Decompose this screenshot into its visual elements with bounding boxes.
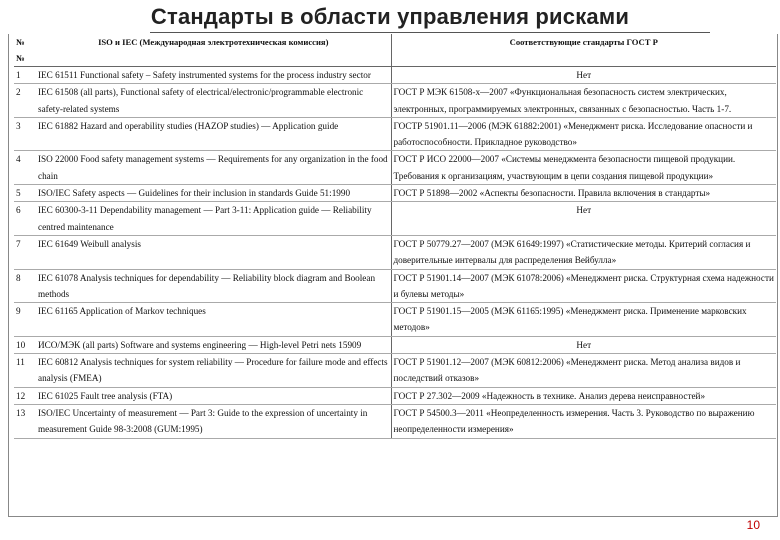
iso-standard-cell: IEC 61511 Functional safety – Safety instrumented systems for the process industry sector xyxy=(36,67,391,84)
gost-standard-cell: ГОСТ Р 51898—2002 «Аспекты безопасности. Правила включения в стандарты» xyxy=(391,185,776,202)
row-number: 1 xyxy=(14,67,36,84)
header-number: № № xyxy=(14,34,36,67)
gost-standard-cell: ГОСТР 51901.11—2006 (МЭК 61882:2001) «Менеджмент риска. Исследование опасности и работоспособности. Прикладное руководство» xyxy=(391,117,776,151)
table-row xyxy=(14,354,776,388)
table-row xyxy=(14,151,776,185)
table-header-row xyxy=(14,34,776,67)
row-number: 5 xyxy=(14,185,36,202)
iso-standard-cell: IEC 61025 Fault tree analysis (FTA) xyxy=(36,387,391,404)
table-row xyxy=(14,387,776,404)
iso-standard-cell: IEC 61882 Hazard and operability studies (HAZOP studies) — Application guide xyxy=(36,117,391,151)
gost-standard-cell: ГОСТ Р 51901.14—2007 (МЭК 61078:2006) «Менеджмент риска. Структурная схема надежности и булевы методы» xyxy=(391,269,776,303)
iso-standard-cell: ИСО/МЭК (all parts) Software and systems engineering — High-level Petri nets 15909 xyxy=(36,336,391,353)
row-number: 7 xyxy=(14,235,36,269)
gost-standard-cell: Нет xyxy=(391,336,776,353)
iso-standard-cell: ISO/IEC Uncertainty of measurement — Part 3: Guide to the expression of uncertainty in measurement Guide 98-3:2008 (GUM:1995) xyxy=(36,404,391,438)
page-number: 10 xyxy=(746,518,760,532)
table-row xyxy=(14,185,776,202)
row-number: 9 xyxy=(14,303,36,337)
table-row xyxy=(14,404,776,438)
standards-table xyxy=(14,34,776,439)
iso-standard-cell: IEC 60300-3-11 Dependability management — Part 3-11: Application guide — Reliability centred maintenance xyxy=(36,202,391,236)
iso-standard-cell: ISO/IEC Safety aspects — Guidelines for their inclusion in standards Guide 51:1990 xyxy=(36,185,391,202)
row-number: 2 xyxy=(14,84,36,118)
gost-standard-cell: ГОСТ Р МЭК 61508-х—2007 «Функциональная безопасность систем электрических, электронных, программируемых электронных, связанных с безопасностью. Часть 1-7. xyxy=(391,84,776,118)
gost-standard-cell: ГОСТ Р 54500.3—2011 «Неопределенность измерения. Часть 3. Руководство по выражению неопределенности измерения» xyxy=(391,404,776,438)
iso-standard-cell: IEC 61165 Application of Markov techniques xyxy=(36,303,391,337)
iso-standard-cell: IEC 61078 Analysis techniques for dependability — Reliability block diagram and Boolean methods xyxy=(36,269,391,303)
table-row xyxy=(14,336,776,353)
table-row xyxy=(14,303,776,337)
row-number: 13 xyxy=(14,404,36,438)
table-row xyxy=(14,117,776,151)
table-row xyxy=(14,202,776,236)
iso-standard-cell: IEC 61508 (all parts), Functional safety of electrical/electronic/programmable electronic safety-related systems xyxy=(36,84,391,118)
row-number: 10 xyxy=(14,336,36,353)
row-number: 8 xyxy=(14,269,36,303)
gost-standard-cell: Нет xyxy=(391,202,776,236)
table-row xyxy=(14,67,776,84)
gost-standard-cell: Нет xyxy=(391,67,776,84)
row-number: 4 xyxy=(14,151,36,185)
slide-title: Стандарты в области управления рисками xyxy=(150,4,630,29)
row-number: 12 xyxy=(14,387,36,404)
table-row xyxy=(14,84,776,118)
gost-standard-cell: ГОСТ Р ИСО 22000—2007 «Системы менеджмента безопасности пищевой продукции. Требования к организациям, участвующим в цепи создания пищевой продукции» xyxy=(391,151,776,185)
row-number: 11 xyxy=(14,354,36,388)
gost-standard-cell: ГОСТ Р 51901.12—2007 (МЭК 60812:2006) «Менеджмент риска. Метод анализа видов и последствий отказов» xyxy=(391,354,776,388)
row-number: 3 xyxy=(14,117,36,151)
iso-standard-cell: IEC 60812 Analysis techniques for system reliability — Procedure for failure mode and effects analysis (FMEA) xyxy=(36,354,391,388)
gost-standard-cell: ГОСТ Р 50779.27—2007 (МЭК 61649:1997) «Статистические методы. Критерий согласия и доверительные интервалы для распределения Вейбулла» xyxy=(391,235,776,269)
gost-standard-cell: ГОСТ Р 51901.15—2005 (МЭК 61165:1995) «Менеджмент риска. Применение марковских методов» xyxy=(391,303,776,337)
table-row xyxy=(14,269,776,303)
header-gost: Соответствующие стандарты ГОСТ Р xyxy=(391,34,776,67)
gost-standard-cell: ГОСТ Р 27.302—2009 «Надежность в технике. Анализ дерева неисправностей» xyxy=(391,387,776,404)
table-row xyxy=(14,235,776,269)
iso-standard-cell: IEC 61649 Weibull analysis xyxy=(36,235,391,269)
header-iso-iec: ISO и IEC (Международная электротехническая комиссия) xyxy=(36,34,391,67)
row-number: 6 xyxy=(14,202,36,236)
iso-standard-cell: ISO 22000 Food safety management systems — Requirements for any organization in the food chain xyxy=(36,151,391,185)
title-divider xyxy=(150,32,710,33)
